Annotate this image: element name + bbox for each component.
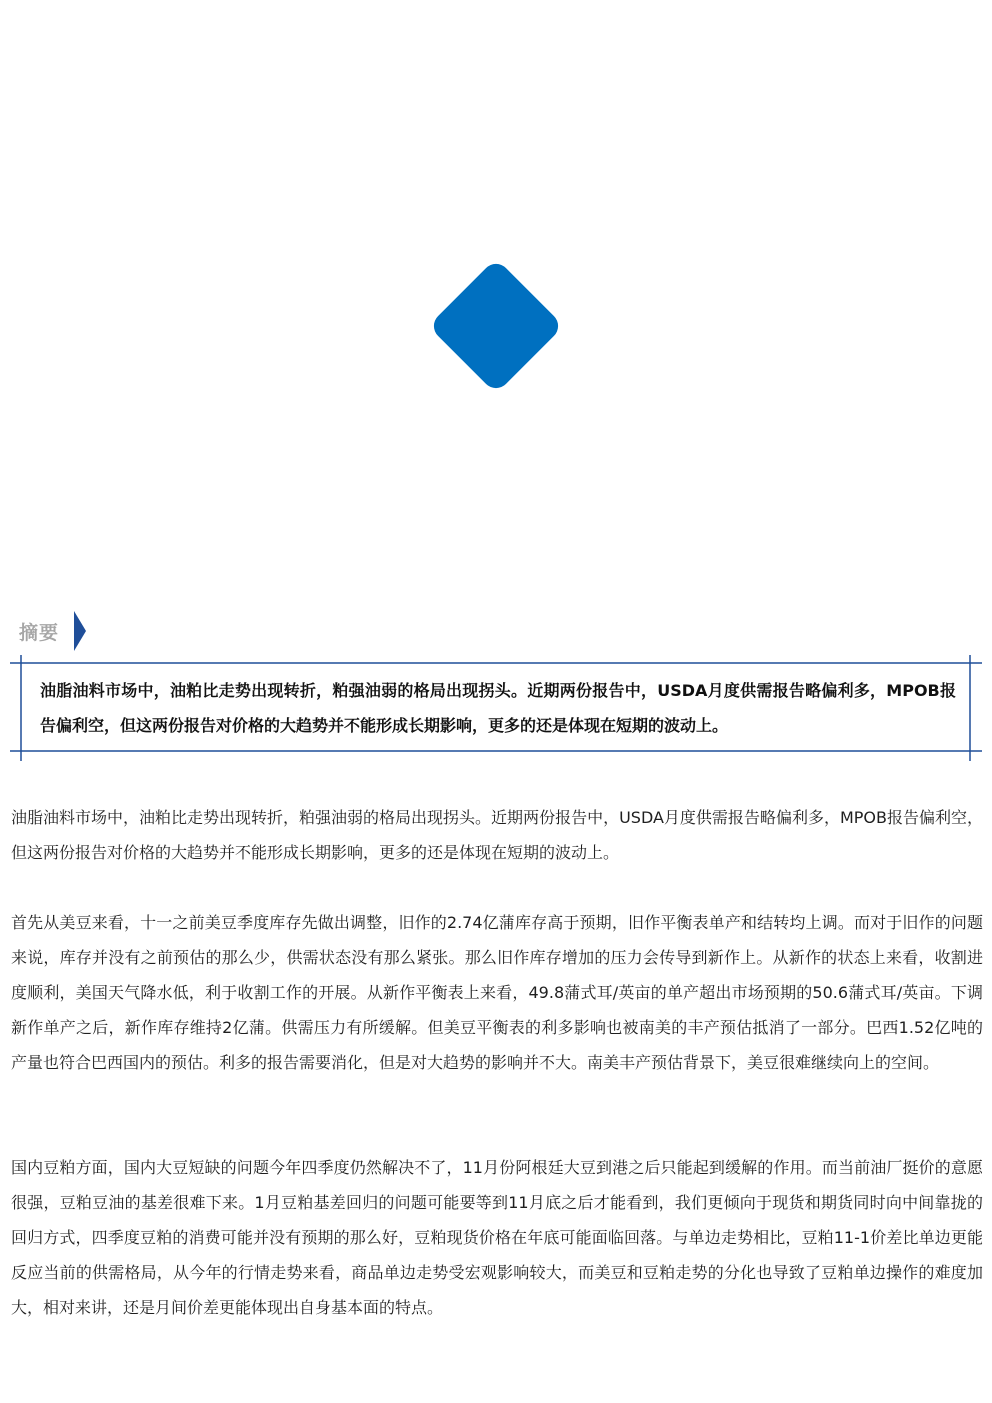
body-paragraph: 首先从美豆来看，十一之前美豆季度库存先做出调整，旧作的2.74亿蒲库存高于预期，旧作平衡表单产和结转均上调。而对于旧作的问题来说，库存并没有之前预估的那么少，供需状态没有那么紧张。那么旧作库存增加的压力会传导到新作上。从新作的状态上来看，收割进度顺利，美国天气降水低，利于收割工作的开展。从新作平衡表上来看，49.8蒲式耳/英亩的单产超出市场预期的50.6蒲式耳/英亩。下调新作单产之后，新作库存维持2亿蒲。供需压力有所缓解。但美豆平衡表的利多影响也被南美的丰产预估抵消了一部分。巴西1.52亿吨的产量也符合巴西国内的预估。利多的报告需要消化，但是对大趋势的影响并不大。南美丰产预估背景下，美豆很难继续向上的空间。 (11, 913, 983, 1072)
diamond-logo-icon (424, 254, 568, 398)
abstract-heading (19, 614, 86, 648)
abstract-box (0, 655, 992, 761)
body-paragraph: 国内豆粕方面，国内大豆短缺的问题今年四季度仍然解决不了，11月份阿根廷大豆到港之后只能起到缓解的作用。而当前油厂挺价的意愿很强，豆粕豆油的基差很难下来。1月豆粕基差回归的问题可能要等到11月底之后才能看到，我们更倾向于现货和期货同时向中间靠拢的回归方式，四季度豆粕的消费可能并没有预期的那么好，豆粕现货价格在年底可能面临回落。与单边走势相比，豆粕11-1价差比单边更能反应当前的供需格局，从今年的行情走势来看，商品单边走势受宏观影响较大，而美豆和豆粕走势的分化也导致了豆粕单边操作的难度加大，相对来讲，还是月间价差更能体现出自身基本面的特点。 (11, 1158, 983, 1317)
abstract-heading-label: 摘要 (19, 621, 60, 644)
body-paragraph: 油脂油料市场中，油粕比走势出现转折，粕强油弱的格局出现拐头。近期两份报告中，USDA月度供需报告略偏利多，MPOB报告偏利空，但这两份报告对价格的大趋势并不能形成长期影响，更多的还是体现在短期的波动上。 (11, 808, 983, 862)
chevron-right-icon (74, 611, 86, 651)
abstract-text: 油脂油料市场中，油粕比走势出现转折，粕强油弱的格局出现拐头。近期两份报告中，USDA月度供需报告略偏利多，MPOB报告偏利空，但这两份报告对价格的大趋势并不能形成长期影响，更多的还是体现在短期的波动上。 (40, 681, 956, 735)
